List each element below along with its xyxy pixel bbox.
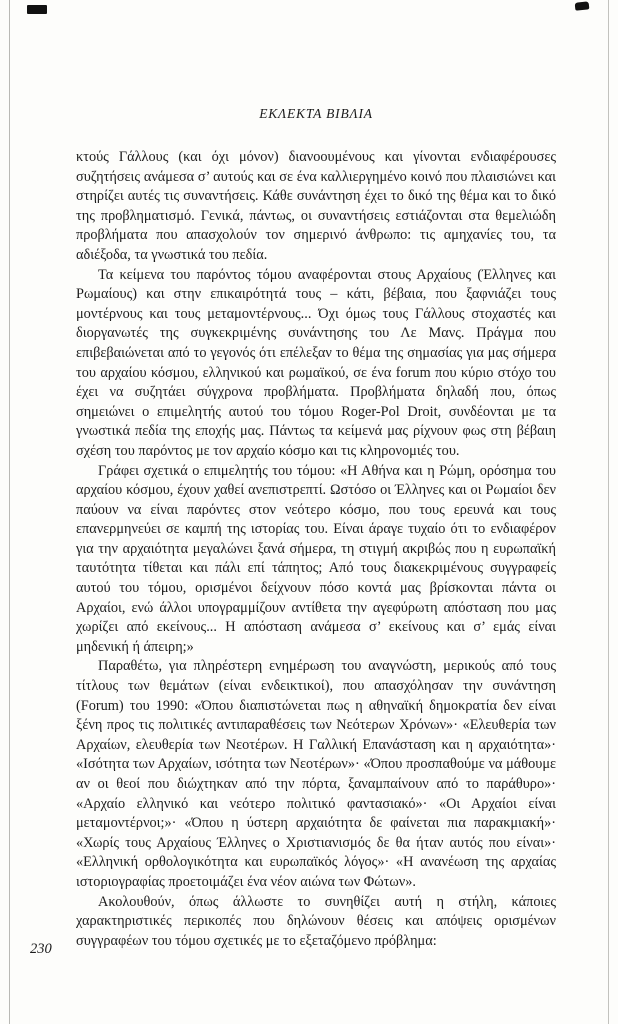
page-content [76, 106, 556, 951]
page-number: 230 [30, 941, 52, 957]
paragraph: Παραθέτω, για πληρέστερη ενημέρωση του αναγνώστη, μερικούς από τους τίτλους των θεμάτων (είναι ενδεικτικοί), που απασχόλησαν την συνάντηση (Forum) του 1990: «Όπου διαπιστώνεται πως η αθηναϊκή δημοκρατία δεν είναι ξένη προς τις πολιτικές αντιπαραθέσεις των Νεότερων Χρόνων»· «Ελευθερία των Αρχαίων, ελευθερία των Νεοτέρων. Η Γαλλική Επανάσταση και η αρχαιότητα»· «Ισότητα των Αρχαίων, ισότητα των Νεοτέρων»· «Όπου προσπαθούμε να μάθουμε αν οι θεοί που διώχτηκαν από την πόρτα, ξαναμπαίνουν από το παράθυρο»· «Αρχαίο ελληνικό και νεότερο πολιτικό φαντασιακό»· «Οι Αρχαίοι είναι μεταμοντέρνοι;»· «Όπου η ύστερη αρχαιότητα δε φαίνεται πια παρακμιακή»· «Χωρίς τους Αρχαίους Έλληνες ο Χριστιανισμός δε θα ήταν αυτός που είναι»· «Ελληνική ορθολογικότητα και ευρωπαϊκός λόγος»· «Η ανανέωση της αρχαίας ιστοριογραφίας προετοιμάζει ένα νέον αιώνα των Φώτων». [76, 658, 556, 890]
paragraph: Γράφει σχετικά ο επιμελητής του τόμου: «Η Αθήνα και η Ρώμη, ορόσημα του αρχαίου κόσμου, έχουν χαθεί ανεπιστρεπτί. Ωστόσο οι Έλληνες και οι Ρωμαίοι δεν παύουν να είναι παρόντες στον νεότερο κόσμο, που τους ερευνά και τους επανερμηνεύει σε καμπή της ιστορίας του. Είναι άραγε τυχαίο ότι το ενδιαφέρον για την αρχαιότητα μεγαλώνει ξανά σήμερα, τη στιγμή ακριβώς που η ευρωπαϊκή ταυτότητα τίθεται και πάλι επί τάπητος; Από τους διακεκριμένους συγγραφείς αυτού του τόμου, ορισμένοι δείχνουν πόσο κοντά μας βρίσκονται πάντα οι Αρχαίοι, ενώ άλλοι υπογραμμίζουν αντίθετα την αγεφύρωτη απόσταση που μας χωρίζει από εκείνους... Η απόσταση ανάμεσα σ’ εκείνους και σ’ εμάς είναι μηδενική ή άπειρη;» [76, 462, 556, 655]
paragraph: Τα κείμενα του παρόντος τόμου αναφέρονται στους Αρχαίους (Έλληνες και Ρωμαίους) και στην επικαιρότητά τους – κάτι, βέβαια, που ξαφνιάζει τους μοντέρνους και τους μεταμοντέρνους... Όχι όμως τους Γάλλους στοχαστές και διοργανωτές της συγκεκριμένης συνάντησης του Λε Μανς. Πράγμα που επιβεβαιώνεται από το γεγονός ότι επέλεξαν το θέμα της σημασίας για μας σήμερα του αρχαίου κόσμου, ελληνικού και ρωμαϊκού, σε ένα forum που κύριο στόχο του έχει να συζητάει σύγχρονα προβλήματα. Προβλήματα δηλαδή που, όπως σημειώνει ο επιμελητής αυτού του τόμου Roger-Pol Droit, συνδέονται με τα γνωστικά πεδία της εποχής μας. Πάντως τα κείμενά μας ρίχνουν φως στη βέβαιη σχέση του παρόντος με τον αρχαίο κόσμο και τις κληρονομιές του. [76, 266, 556, 459]
body-text [76, 148, 556, 951]
scan-edge-line-right [608, 0, 609, 1024]
scan-artifact-top-left [27, 5, 47, 14]
scan-edge-line-left [9, 0, 10, 1024]
paragraph: κτούς Γάλλους (και όχι μόνον) διανοουμένους και γίνονται ενδιαφέρουσες συζητήσεις ανάμεσα σ’ αυτούς και σε ένα καλλιεργημένο κοινό που πλαισιώνει και στηρίζει αυτές τις συναντήσεις. Κάθε συνάντηση έχει το δικό της θέμα και το δικό της προβληματισμό. Γενικά, πάντως, οι συναντήσεις εστιάζονται στα θεμελιώδη προβλήματα που απασχολούν τον σημερινό άνθρωπο: τις αμηχανίες του, τα αδιέξοδα, τα γνωστικά του πεδία. [76, 149, 556, 263]
scan-artifact-top-right [575, 1, 590, 10]
paragraph: Ακολουθούν, όπως άλλωστε το συνηθίζει αυτή η στήλη, κάποιες χαρακτηριστικές περικοπές που δηλώνουν θέσεις και απόψεις ορισμένων συγγραφέων του τόμου σχετικές με το εξεταζόμενο πρόβλημα: [76, 893, 556, 949]
running-head-title: ΕΚΛΕΚΤΑ ΒΙΒΛΙΑ [259, 106, 373, 121]
